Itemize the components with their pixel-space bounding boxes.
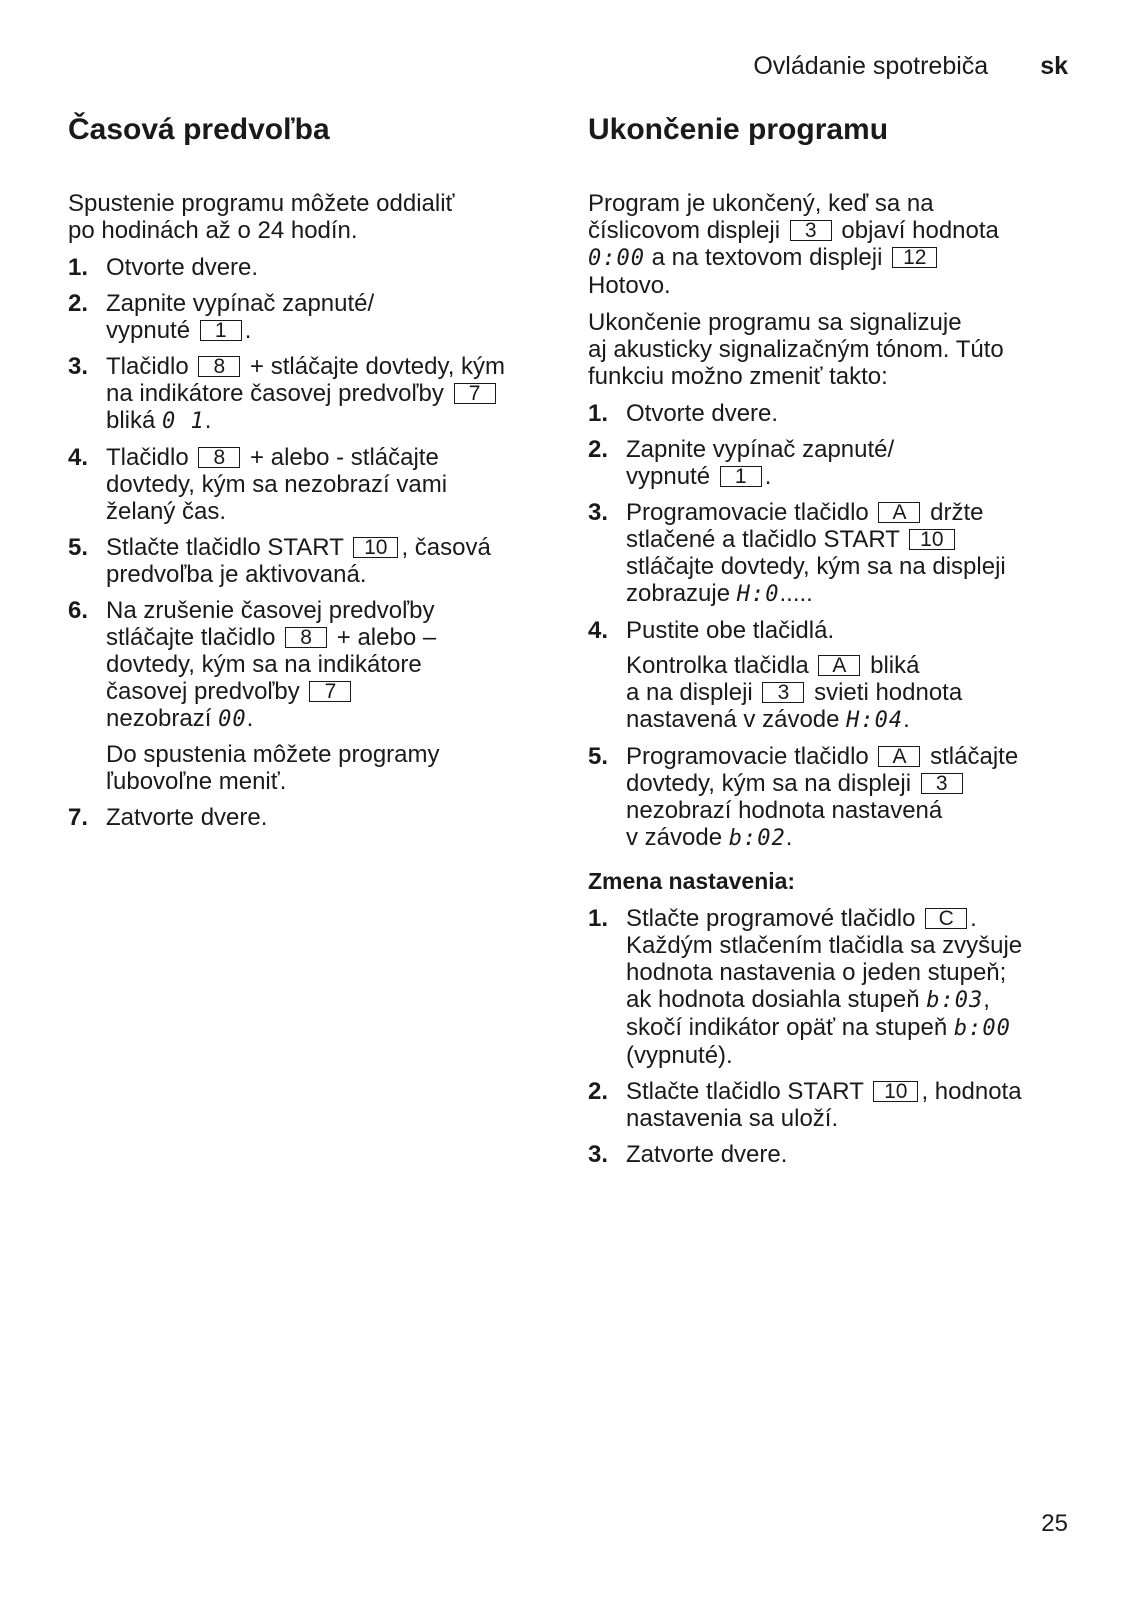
text-fragment: 6. (68, 597, 89, 624)
text-fragment: . (785, 824, 793, 851)
text-fragment: hodnota nastavenia o jeden stupeň; (626, 959, 1007, 986)
text-fragment: . (244, 317, 252, 344)
text-fragment: Tlačidlo (106, 444, 189, 471)
text-fragment: a na displeji (626, 679, 753, 706)
delay-start-heading: Časová predvoľba (68, 113, 330, 146)
text-fragment: . (970, 905, 977, 932)
list-item (588, 400, 1066, 427)
button-ref-box: A (818, 655, 860, 676)
text-fragment: 2. (588, 1078, 609, 1105)
text-fragment: na indikátore časovej predvoľby (106, 380, 444, 407)
text-fragment: . (246, 705, 254, 732)
list-item (68, 804, 538, 831)
text-fragment: Zatvorte dvere. (106, 804, 268, 831)
text-fragment: objaví hodnota (841, 217, 999, 244)
text-fragment: nezobrazí hodnota nastavená (626, 797, 943, 824)
button-ref-box: 10 (873, 1081, 918, 1102)
text-fragment: a na textovom displeji (651, 244, 883, 271)
step-note (626, 652, 1066, 734)
text-fragment: Program je ukončený, keď sa na (588, 190, 934, 217)
right-column (588, 112, 1066, 1177)
text-fragment: dovtedy, kým sa nezobrazí vami (106, 471, 448, 498)
text-fragment: vypnuté (106, 317, 191, 344)
button-ref-box: 10 (909, 529, 954, 550)
text-fragment: 3. (68, 353, 89, 380)
change-setting-subheading: Zmena nastavenia: (588, 868, 796, 894)
button-ref-box: 1 (720, 466, 762, 487)
text-fragment: stlačené a tlačidlo START (626, 526, 900, 553)
text-fragment: bliká (870, 652, 920, 679)
program-end-heading: Ukončenie programu (588, 113, 889, 146)
text-fragment: číslicovom displeji (588, 217, 781, 244)
text-fragment: Stlačte tlačidlo START (106, 534, 344, 561)
text-fragment: Hotovo. (588, 272, 671, 299)
list-item (588, 743, 1066, 852)
text-fragment: stláčajte (930, 743, 1019, 770)
button-ref-box: 3 (921, 773, 963, 794)
text-fragment: v závode (626, 824, 723, 851)
step-note (106, 741, 538, 795)
text-fragment: ľubovoľne meniť. (106, 768, 287, 795)
text-fragment: Stlačte programové tlačidlo (626, 905, 916, 932)
text-fragment: Stlačte tlačidlo START (626, 1078, 864, 1105)
page-header (753, 52, 1068, 81)
button-ref-box: 8 (198, 356, 240, 377)
segment-display-value: b:02 (728, 826, 786, 851)
list-item (588, 905, 1066, 1069)
text-fragment: Pustite obe tlačidlá. (626, 617, 835, 644)
text-fragment: Zapnite vypínač zapnuté/ (106, 290, 375, 317)
text-fragment: + stláčajte dovtedy, kým (250, 353, 506, 380)
left-column (68, 112, 538, 840)
signal-paragraph (588, 309, 1066, 390)
text-fragment: (vypnuté). (626, 1042, 733, 1069)
delay-steps (68, 254, 538, 831)
text-fragment: Ukončenie programu sa signalizuje (588, 309, 962, 336)
text-fragment: Programovacie tlačidlo (626, 499, 869, 526)
text-fragment: dovtedy, kým sa na indikátore (106, 651, 422, 678)
list-item (68, 353, 538, 435)
list-item (68, 290, 538, 344)
text-fragment: dovtedy, kým sa na displeji (626, 770, 912, 797)
text-fragment: 1. (588, 400, 609, 427)
list-item (588, 436, 1066, 490)
text-fragment: 4. (588, 617, 609, 644)
text-fragment: predvoľba je aktivovaná. (106, 561, 367, 588)
text-fragment: 4. (68, 444, 89, 471)
text-fragment: Kontrolka tlačidla (626, 652, 809, 679)
text-fragment: 1. (588, 905, 609, 932)
text-fragment: + alebo – (336, 624, 437, 651)
list-item (68, 597, 538, 795)
text-fragment: 3. (588, 1141, 609, 1168)
segment-display-value: H:0 (736, 582, 780, 607)
list-item (68, 254, 538, 281)
text-fragment: 7. (68, 804, 89, 831)
text-fragment: svieti hodnota (814, 679, 963, 706)
segment-display-value: 0 1 (162, 409, 205, 434)
segment-display-value: b:00 (953, 1016, 1011, 1041)
button-ref-box: 12 (892, 247, 937, 268)
text-fragment: nastavená v závode (626, 706, 840, 733)
section-title: Ovládanie spotrebiča (753, 52, 989, 80)
delay-intro: Spustenie programu môžete oddialiť po hodinách až o 24 hodín. (68, 190, 455, 244)
text-fragment: stláčajte dovtedy, kým sa na displeji (626, 553, 1006, 580)
button-ref-box: A (878, 746, 920, 767)
text-fragment: ak hodnota dosiahla stupeň (626, 986, 920, 1013)
segment-display-value: 00 (218, 707, 247, 732)
button-ref-box: 3 (790, 220, 832, 241)
text-fragment: Na zrušenie časovej predvoľby (106, 597, 435, 624)
segment-display-value: H:04 (846, 708, 904, 733)
change-setting-steps (588, 905, 1066, 1168)
text-fragment: želaný čas. (106, 498, 227, 525)
text-fragment: Každým stlačením tlačidla sa zvyšuje (626, 932, 1023, 959)
text-fragment: 2. (68, 290, 89, 317)
text-fragment: , hodnota (921, 1078, 1022, 1105)
text-fragment: 5. (68, 534, 89, 561)
button-ref-box: 7 (454, 383, 496, 404)
text-fragment: Otvorte dvere. (626, 400, 779, 427)
text-fragment: držte (930, 499, 984, 526)
text-fragment: Programovacie tlačidlo (626, 743, 869, 770)
text-fragment: Otvorte dvere. (106, 254, 259, 281)
segment-display-value: b:03 (926, 988, 984, 1013)
program-end-paragraph (588, 190, 1066, 299)
button-ref-box: 10 (353, 537, 398, 558)
text-fragment: 5. (588, 743, 609, 770)
list-item (68, 444, 538, 525)
signal-steps (588, 400, 1066, 852)
text-fragment: 1. (68, 254, 89, 281)
text-fragment: skočí indikátor opäť na stupeň (626, 1014, 948, 1041)
list-item (588, 617, 1066, 734)
text-fragment: Zapnite vypínač zapnuté/ (626, 436, 895, 463)
button-ref-box: 3 (762, 682, 804, 703)
list-item (588, 1141, 1066, 1168)
button-ref-box: 8 (198, 447, 240, 468)
text-fragment: ..... (779, 580, 813, 607)
text-fragment: aj akusticky signalizačným tónom. Túto (588, 336, 1004, 363)
text-fragment: zobrazuje (626, 580, 731, 607)
text-fragment: Tlačidlo (106, 353, 189, 380)
text-fragment: Do spustenia môžete programy (106, 741, 440, 768)
text-fragment: 3. (588, 499, 609, 526)
text-fragment: bliká (106, 407, 156, 434)
text-fragment: vypnuté (626, 463, 711, 490)
segment-display-value: 0:00 (588, 246, 645, 271)
text-fragment: časovej predvoľby (106, 678, 300, 705)
button-ref-box: 8 (285, 627, 327, 648)
page-number: 25 (1041, 1510, 1068, 1537)
text-fragment: , časová (401, 534, 491, 561)
text-fragment: Zatvorte dvere. (626, 1141, 788, 1168)
text-fragment: 2. (588, 436, 609, 463)
text-fragment: stláčajte tlačidlo (106, 624, 276, 651)
text-fragment: . (764, 463, 772, 490)
text-fragment: , (983, 986, 990, 1013)
text-fragment: + alebo - stláčajte (250, 444, 439, 471)
list-item (588, 1078, 1066, 1132)
text-fragment: funkciu možno zmeniť takto: (588, 363, 888, 390)
button-ref-box: 1 (200, 320, 242, 341)
button-ref-box: C (925, 908, 967, 929)
text-fragment: . (204, 407, 212, 434)
button-ref-box: 7 (309, 681, 351, 702)
button-ref-box: A (878, 502, 920, 523)
list-item (588, 499, 1066, 608)
list-item (68, 534, 538, 588)
language-code: sk (1040, 52, 1068, 80)
text-fragment: nastavenia sa uloží. (626, 1105, 839, 1132)
text-fragment: nezobrazí (106, 705, 212, 732)
text-fragment: . (903, 706, 910, 733)
